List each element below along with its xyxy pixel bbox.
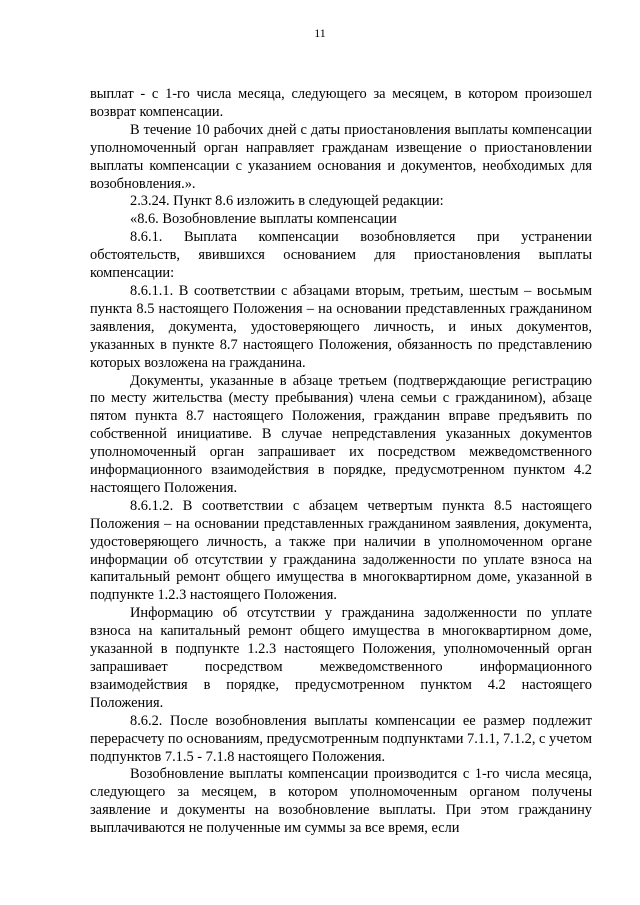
paragraph: выплат - с 1-го числа месяца, следующего за месяцем, в котором произошел возврат компенсации.: [90, 86, 592, 120]
paragraph: 8.6.1. Выплата компенсации возобновляется при устранении обстоятельств, явившихся основанием для приостановления выплаты компенсации:: [90, 229, 592, 282]
page-number: 11: [314, 26, 326, 40]
paragraph: Информацию об отсутствии у гражданина задолженности по уплате взноса на капитальный ремонт общего имущества в многоквартирном доме, указанной в подпункте 1.2.3 настоящего Положения, уполномоченный орган запрашивает посредством межведомственного информационного взаимодействия в порядке, предусмотренном пунктом 4.2 настоящего Положения.: [90, 605, 592, 711]
paragraph: Документы, указанные в абзаце третьем (подтверждающие регистрацию по месту жительства (месту пребывания) члена семьи с гражданином), абзаце пятом пункта 8.7 настоящего Положения, гражданин вправе предъявить по собственной инициативе. В случае непредставления указанных документов уполномоченный орган запрашивает их посредством межведомственного информационного взаимодействия в порядке, предусмотренном пунктом 4.2 настоящего Положения.: [90, 372, 592, 496]
paragraph: В течение 10 рабочих дней с даты приостановления выплаты компенсации уполномоченный орган направляет гражданам извещение о приостановлении выплаты компенсации с указанием основания и документов, необходимых для возобновления.».: [90, 121, 592, 192]
paragraph: 8.6.2. После возобновления выплаты компенсации ее размер подлежит перерасчету по основаниям, предусмотренным подпунктами 7.1.1, 7.1.2, с учетом подпунктов 7.1.5 - 7.1.8 настоящего Положения.: [90, 712, 592, 765]
paragraph: 2.3.24. Пункт 8.6 изложить в следующей редакции:: [130, 193, 444, 210]
paragraph: 8.6.1.1. В соответствии с абзацами вторым, третьим, шестым – восьмым пункта 8.5 настоящего Положения – на основании представленных гражданином заявления, документа, удостоверяющего личность, и иных документов, указанных в пункте 8.7 настоящего Положения, обязанность по представлению которых возложена на гражданина.: [90, 282, 592, 371]
paragraph: Возобновление выплаты компенсации производится с 1-го числа месяца, следующего за месяцем, в котором уполномоченным органом получены заявление и документы на возобновление выплаты. При этом гражданину выплачиваются не полученные им суммы за все время, если: [90, 766, 592, 837]
document-body: [90, 86, 592, 838]
paragraph: 8.6.1.2. В соответствии с абзацем четвертым пункта 8.5 настоящего Положения – на основании представленных гражданином заявления, документа, удостоверяющего личность, а также при наличии в уполномоченном органе информации об отсутствии у гражданина задолженности по уплате взноса на капитальный ремонт общего имущества в многоквартирном доме, указанной в подпункте 1.2.3 настоящего Положения.: [90, 497, 592, 604]
section-heading: «8.6. Возобновление выплаты компенсации: [130, 211, 397, 228]
